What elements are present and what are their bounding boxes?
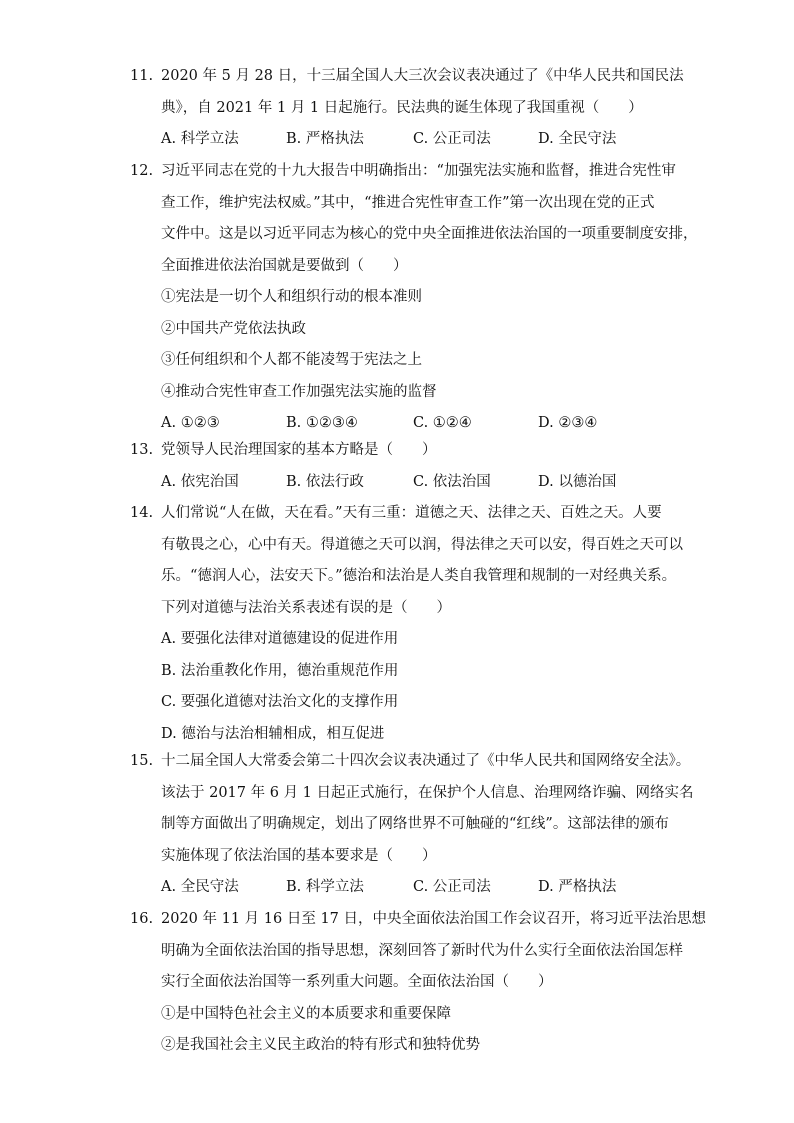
option-d: D. 全民守法	[538, 131, 617, 147]
option-d: D. 以德治国	[538, 473, 617, 490]
option-b: B. 依法行政	[286, 473, 364, 490]
question-number: 15.	[130, 753, 154, 769]
option-a: A. ①②③	[161, 415, 220, 431]
statement-item: ①宪法是一切个人和组织行动的根本准则	[161, 289, 422, 305]
options-row	[161, 124, 690, 156]
question-text-line: 该法于 2017 年 6 月 1 日起正式施行，在保护个人信息、治理网络诈骗、网络实名	[161, 784, 694, 801]
question-text-line: 乐。“德润人心，法安天下。”德治和法治是人类自我管理和规制的一对经典关系。	[161, 568, 677, 584]
option-a: A. 依宪治国	[161, 473, 239, 490]
statement-item: ④推动合宪性审查工作加强宪法实施的监督	[161, 383, 437, 400]
question-15	[130, 746, 694, 904]
statement-item: ③任何组织和个人都不能凌驾于宪法之上	[161, 352, 422, 368]
question-12	[130, 156, 698, 440]
statement-item: ②是我国社会主义民主政治的特有形式和独特优势	[161, 1037, 480, 1053]
question-number: 14.	[130, 505, 154, 521]
statement-item: ②中国共产党依法执政	[161, 320, 306, 337]
question-text-line: 实行全面依法治国等一系列重大问题。全面依法治国（ ）	[161, 974, 553, 990]
question-14	[130, 498, 690, 750]
question-16	[130, 904, 707, 1062]
question-text-line: 习近平同志在党的十九大报告中明确指出：“加强宪法实施和监督，推进合宪性审	[161, 163, 676, 179]
option-b: B. 法治重教化作用，德治重规范作用	[161, 662, 399, 679]
option-b: B. ①②③④	[286, 415, 358, 431]
option-a: A. 全民守法	[161, 879, 239, 895]
question-13	[130, 435, 690, 498]
question-text-line: 党领导人民治理国家的基本方略是（ ）	[161, 442, 437, 458]
question-number: 12.	[130, 163, 154, 179]
question-text-line: 明确为全面依法治国的指导思想，深刻回答了新时代为什么实行全面依法治国怎样	[161, 942, 683, 959]
options-row	[161, 467, 690, 499]
statement-item: ①是中国特色社会主义的本质要求和重要保障	[161, 1005, 451, 1022]
option-c: C. ①②④	[413, 415, 472, 431]
question-text-line: 十二届全国人大常委会第二十四次会议表决通过了《中华人民共和国网络安全法》。	[161, 753, 691, 769]
question-number: 13.	[130, 442, 154, 458]
question-text-line: 文件中。这是以习近平同志为核心的党中央全面推进依法治国的一项重要制度安排，	[161, 226, 698, 242]
option-c: C. 依法治国	[413, 473, 491, 490]
question-text-line: 全面推进依法治国就是要做到（ ）	[161, 257, 408, 274]
option-c: C. 公正司法	[413, 879, 491, 895]
option-a: A. 科学立法	[161, 131, 239, 147]
question-11	[130, 61, 690, 156]
option-c: C. 公正司法	[413, 131, 491, 147]
option-a: A. 要强化法律对道德建设的促进作用	[161, 631, 399, 647]
question-text-line: 制等方面做出了明确规定，划出了网络世界不可触碰的“红线”。这部法律的颁布	[161, 816, 669, 832]
options-row	[161, 872, 690, 904]
option-d: D. 严格执法	[538, 879, 617, 895]
question-number: 11.	[130, 68, 154, 84]
option-d: D. 德治与法治相辅相成，相互促进	[161, 725, 385, 742]
question-text-line: 典》，自 2021 年 1 月 1 日起施行。民法典的诞生体现了我国重视（ ）	[161, 99, 643, 116]
option-d: D. ②③④	[538, 415, 598, 431]
question-text-line: 2020 年 5 月 28 日，十三届全国人大三次会议表决通过了《中华人民共和国民法	[161, 68, 684, 84]
question-number: 16.	[130, 911, 154, 927]
question-text-line: 人们常说“人在做，天在看。”天有三重：道德之天、法律之天、百姓之天。人要	[161, 505, 662, 521]
option-b: B. 严格执法	[286, 131, 364, 147]
question-text-line: 实施体现了依法治国的基本要求是（ ）	[161, 847, 437, 864]
question-text-line: 有敬畏之心，心中有天。得道德之天可以润，得法律之天可以安，得百姓之天可以	[161, 536, 683, 553]
question-text-line: 2020 年 11 月 16 日至 17 日，中央全面依法治国工作会议召开，将习近平法治思想	[161, 911, 707, 927]
option-b: B. 科学立法	[286, 879, 364, 895]
question-text-line: 下列对道德与法治关系表述有误的是（ ）	[161, 599, 451, 616]
option-c: C. 要强化道德对法治文化的支撑作用	[161, 694, 399, 710]
question-text-line: 查工作，维护宪法权威。”其中，“推进合宪性审查工作”第一次出现在党的正式	[161, 194, 655, 211]
